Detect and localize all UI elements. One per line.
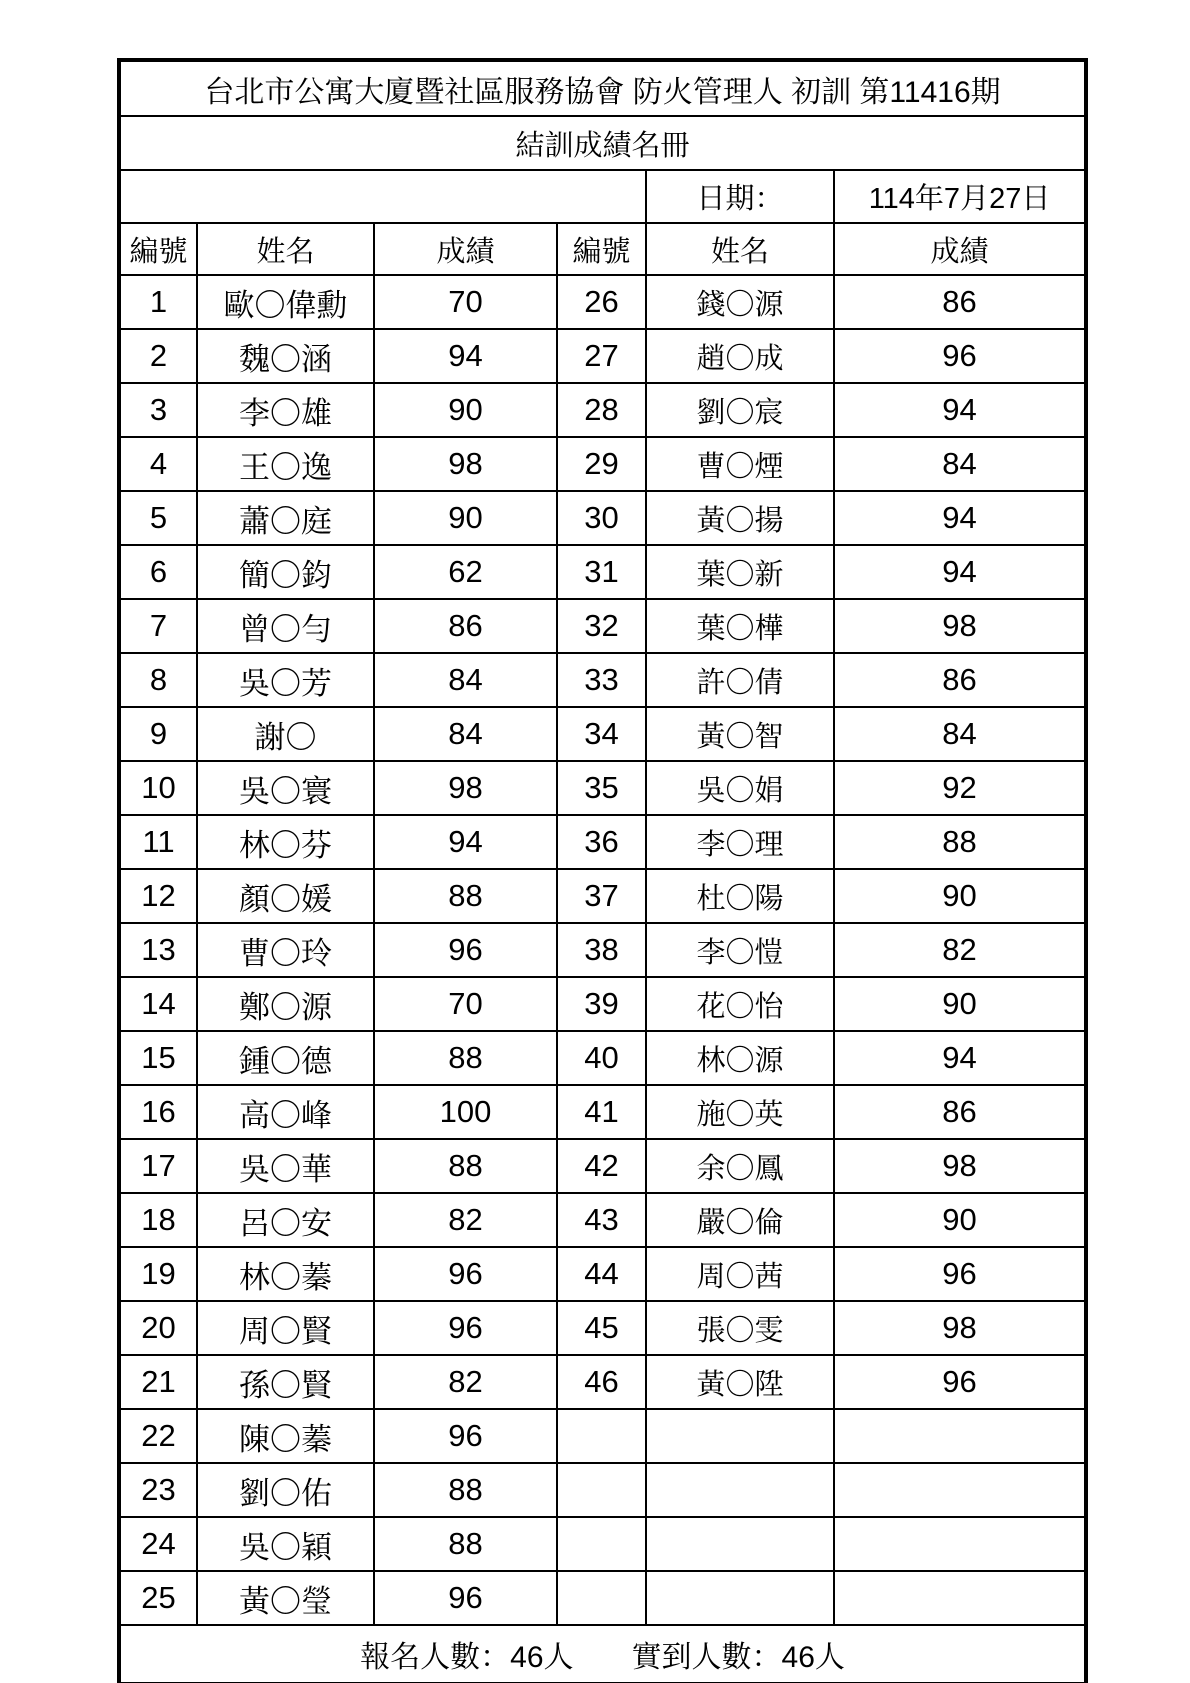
name-cell-left: 陳〇蓁 (197, 1409, 374, 1463)
name-cell-right: 李〇愷 (646, 923, 834, 977)
name-cell-left: 顏〇媛 (197, 869, 374, 923)
score-cell-left: 98 (374, 761, 557, 815)
score-cell-left: 96 (374, 923, 557, 977)
score-cell-right: 84 (834, 437, 1086, 491)
name-cell-right: 余〇鳳 (646, 1139, 834, 1193)
name-cell-right (646, 1517, 834, 1571)
column-header-score-left: 成績 (374, 223, 557, 275)
table-row (119, 599, 1086, 653)
score-cell-right: 90 (834, 1193, 1086, 1247)
score-cell-right: 98 (834, 1139, 1086, 1193)
score-cell-right: 86 (834, 653, 1086, 707)
name-cell-right: 嚴〇倫 (646, 1193, 834, 1247)
score-cell-left: 88 (374, 1463, 557, 1517)
row-number-cell-right: 38 (557, 923, 646, 977)
row-number-cell-right (557, 1517, 646, 1571)
row-number-cell-left: 13 (119, 923, 197, 977)
table-row (119, 1301, 1086, 1355)
row-number-cell-left: 19 (119, 1247, 197, 1301)
row-number-cell-right: 37 (557, 869, 646, 923)
row-number-cell-left: 14 (119, 977, 197, 1031)
row-number-cell-left: 6 (119, 545, 197, 599)
row-number-cell-right: 41 (557, 1085, 646, 1139)
table-row (119, 1031, 1086, 1085)
score-cell-left: 70 (374, 977, 557, 1031)
row-number-cell-right: 42 (557, 1139, 646, 1193)
row-number-cell-right: 34 (557, 707, 646, 761)
row-number-cell-left: 20 (119, 1301, 197, 1355)
score-cell-left: 62 (374, 545, 557, 599)
column-header-name-left: 姓名 (197, 223, 374, 275)
name-cell-right: 杜〇陽 (646, 869, 834, 923)
table-row (119, 545, 1086, 599)
row-number-cell-left: 17 (119, 1139, 197, 1193)
table-row (119, 275, 1086, 329)
table-row (119, 815, 1086, 869)
score-cell-left: 94 (374, 329, 557, 383)
score-cell-right: 84 (834, 707, 1086, 761)
score-cell-left: 84 (374, 653, 557, 707)
table-row (119, 707, 1086, 761)
name-cell-right: 張〇雯 (646, 1301, 834, 1355)
score-cell-left: 90 (374, 383, 557, 437)
score-cell-left: 96 (374, 1301, 557, 1355)
row-number-cell-left: 24 (119, 1517, 197, 1571)
row-number-cell-right: 35 (557, 761, 646, 815)
title-row (119, 60, 1086, 116)
row-number-cell-left: 11 (119, 815, 197, 869)
score-cell-left: 94 (374, 815, 557, 869)
row-number-cell-left: 25 (119, 1571, 197, 1625)
table-row (119, 1571, 1086, 1625)
score-cell-right: 82 (834, 923, 1086, 977)
table-row (119, 1409, 1086, 1463)
document-title: 台北市公寓大廈暨社區服務協會 防火管理人 初訓 第11416期 (119, 60, 1086, 116)
registered-count: 報名人數：46人 (360, 1641, 574, 1674)
name-cell-right: 劉〇宸 (646, 383, 834, 437)
name-cell-left: 謝〇 (197, 707, 374, 761)
column-header-no-right: 編號 (557, 223, 646, 275)
score-cell-left: 96 (374, 1571, 557, 1625)
score-cell-left: 88 (374, 1517, 557, 1571)
score-cell-right: 86 (834, 275, 1086, 329)
row-number-cell-right (557, 1409, 646, 1463)
table-row (119, 1139, 1086, 1193)
score-cell-left: 98 (374, 437, 557, 491)
name-cell-left: 呂〇安 (197, 1193, 374, 1247)
summary-cell (119, 1625, 1086, 1683)
table-row (119, 761, 1086, 815)
score-cell-left: 82 (374, 1193, 557, 1247)
name-cell-right: 葉〇新 (646, 545, 834, 599)
score-cell-right: 94 (834, 383, 1086, 437)
name-cell-right (646, 1463, 834, 1517)
date-row (119, 170, 1086, 223)
date-label: 日期： (646, 170, 834, 223)
score-cell-right: 98 (834, 1301, 1086, 1355)
name-cell-left: 林〇蓁 (197, 1247, 374, 1301)
row-number-cell-left: 12 (119, 869, 197, 923)
score-cell-right: 90 (834, 869, 1086, 923)
row-number-cell-left: 16 (119, 1085, 197, 1139)
row-number-cell-right: 29 (557, 437, 646, 491)
name-cell-right (646, 1571, 834, 1625)
name-cell-right: 黃〇揚 (646, 491, 834, 545)
score-cell-right: 96 (834, 329, 1086, 383)
name-cell-right: 趙〇成 (646, 329, 834, 383)
name-cell-right (646, 1409, 834, 1463)
name-cell-right: 黃〇陞 (646, 1355, 834, 1409)
name-cell-left: 林〇芬 (197, 815, 374, 869)
score-cell-right: 96 (834, 1355, 1086, 1409)
table-row (119, 383, 1086, 437)
name-cell-right: 李〇理 (646, 815, 834, 869)
name-cell-right: 吳〇娟 (646, 761, 834, 815)
name-cell-left: 李〇雄 (197, 383, 374, 437)
score-cell-left: 96 (374, 1247, 557, 1301)
score-cell-right: 94 (834, 491, 1086, 545)
row-number-cell-right: 28 (557, 383, 646, 437)
score-cell-right (834, 1517, 1086, 1571)
row-number-cell-right: 46 (557, 1355, 646, 1409)
name-cell-left: 孫〇賢 (197, 1355, 374, 1409)
name-cell-left: 吳〇芳 (197, 653, 374, 707)
score-cell-right: 96 (834, 1247, 1086, 1301)
row-number-cell-left: 10 (119, 761, 197, 815)
name-cell-right: 周〇茜 (646, 1247, 834, 1301)
row-number-cell-left: 3 (119, 383, 197, 437)
score-cell-right: 90 (834, 977, 1086, 1031)
row-number-cell-left: 7 (119, 599, 197, 653)
name-cell-left: 周〇賢 (197, 1301, 374, 1355)
subtitle-row (119, 116, 1086, 170)
table-row (119, 1193, 1086, 1247)
name-cell-left: 高〇峰 (197, 1085, 374, 1139)
name-cell-left: 曹〇玲 (197, 923, 374, 977)
name-cell-right: 林〇源 (646, 1031, 834, 1085)
row-number-cell-left: 9 (119, 707, 197, 761)
row-number-cell-right: 33 (557, 653, 646, 707)
name-cell-left: 王〇逸 (197, 437, 374, 491)
score-cell-left: 100 (374, 1085, 557, 1139)
row-number-cell-right: 30 (557, 491, 646, 545)
table-row (119, 923, 1086, 977)
table-row (119, 869, 1086, 923)
score-cell-left: 84 (374, 707, 557, 761)
row-number-cell-left: 15 (119, 1031, 197, 1085)
row-number-cell-left: 2 (119, 329, 197, 383)
table-row (119, 329, 1086, 383)
summary-row (119, 1625, 1086, 1683)
row-number-cell-right: 39 (557, 977, 646, 1031)
column-header-name-right: 姓名 (646, 223, 834, 275)
table-row (119, 1517, 1086, 1571)
score-cell-left: 88 (374, 1139, 557, 1193)
name-cell-right: 葉〇樺 (646, 599, 834, 653)
score-cell-left: 88 (374, 1031, 557, 1085)
score-cell-right: 88 (834, 815, 1086, 869)
column-header-no-left: 編號 (119, 223, 197, 275)
score-cell-right (834, 1463, 1086, 1517)
score-cell-left: 82 (374, 1355, 557, 1409)
name-cell-left: 鄭〇源 (197, 977, 374, 1031)
row-number-cell-left: 1 (119, 275, 197, 329)
score-cell-right (834, 1409, 1086, 1463)
table-row (119, 437, 1086, 491)
column-header-score-right: 成績 (834, 223, 1086, 275)
table-row (119, 491, 1086, 545)
row-number-cell-right (557, 1463, 646, 1517)
name-cell-left: 黃〇瑩 (197, 1571, 374, 1625)
row-number-cell-right: 40 (557, 1031, 646, 1085)
name-cell-right: 施〇英 (646, 1085, 834, 1139)
row-number-cell-right: 44 (557, 1247, 646, 1301)
date-value: 114年7月27日 (834, 170, 1086, 223)
score-cell-right: 92 (834, 761, 1086, 815)
row-number-cell-left: 5 (119, 491, 197, 545)
name-cell-right: 曹〇煙 (646, 437, 834, 491)
header-row (119, 223, 1086, 275)
score-cell-right (834, 1571, 1086, 1625)
score-roster-table (117, 58, 1088, 1683)
row-number-cell-right: 45 (557, 1301, 646, 1355)
score-cell-right: 94 (834, 1031, 1086, 1085)
row-number-cell-left: 21 (119, 1355, 197, 1409)
table-row (119, 1463, 1086, 1517)
name-cell-right: 黃〇智 (646, 707, 834, 761)
row-number-cell-right: 32 (557, 599, 646, 653)
row-number-cell-left: 18 (119, 1193, 197, 1247)
name-cell-left: 蕭〇庭 (197, 491, 374, 545)
score-cell-left: 90 (374, 491, 557, 545)
row-number-cell-right: 26 (557, 275, 646, 329)
score-cell-left: 86 (374, 599, 557, 653)
row-number-cell-left: 4 (119, 437, 197, 491)
document-subtitle: 結訓成績名冊 (119, 116, 1086, 170)
table-row (119, 1085, 1086, 1139)
row-number-cell-right: 36 (557, 815, 646, 869)
table-row (119, 653, 1086, 707)
score-cell-right: 98 (834, 599, 1086, 653)
row-number-cell-left: 22 (119, 1409, 197, 1463)
row-number-cell-right: 27 (557, 329, 646, 383)
name-cell-right: 花〇怡 (646, 977, 834, 1031)
table-row (119, 1355, 1086, 1409)
table-row (119, 977, 1086, 1031)
name-cell-right: 許〇倩 (646, 653, 834, 707)
score-cell-left: 70 (374, 275, 557, 329)
name-cell-left: 吳〇華 (197, 1139, 374, 1193)
row-number-cell-right: 31 (557, 545, 646, 599)
score-cell-left: 88 (374, 869, 557, 923)
score-cell-right: 86 (834, 1085, 1086, 1139)
name-cell-left: 鍾〇德 (197, 1031, 374, 1085)
row-number-cell-right: 43 (557, 1193, 646, 1247)
row-number-cell-left: 23 (119, 1463, 197, 1517)
name-cell-left: 簡〇鈞 (197, 545, 374, 599)
score-cell-right: 94 (834, 545, 1086, 599)
name-cell-left: 劉〇佑 (197, 1463, 374, 1517)
row-number-cell-left: 8 (119, 653, 197, 707)
score-cell-left: 96 (374, 1409, 557, 1463)
name-cell-right: 錢〇源 (646, 275, 834, 329)
row-number-cell-right (557, 1571, 646, 1625)
date-row-spacer (119, 170, 646, 223)
name-cell-left: 吳〇穎 (197, 1517, 374, 1571)
table-row (119, 1247, 1086, 1301)
name-cell-left: 吳〇寰 (197, 761, 374, 815)
name-cell-left: 魏〇涵 (197, 329, 374, 383)
attended-count: 實到人數：46人 (631, 1641, 845, 1674)
name-cell-left: 歐〇偉勳 (197, 275, 374, 329)
name-cell-left: 曾〇勻 (197, 599, 374, 653)
